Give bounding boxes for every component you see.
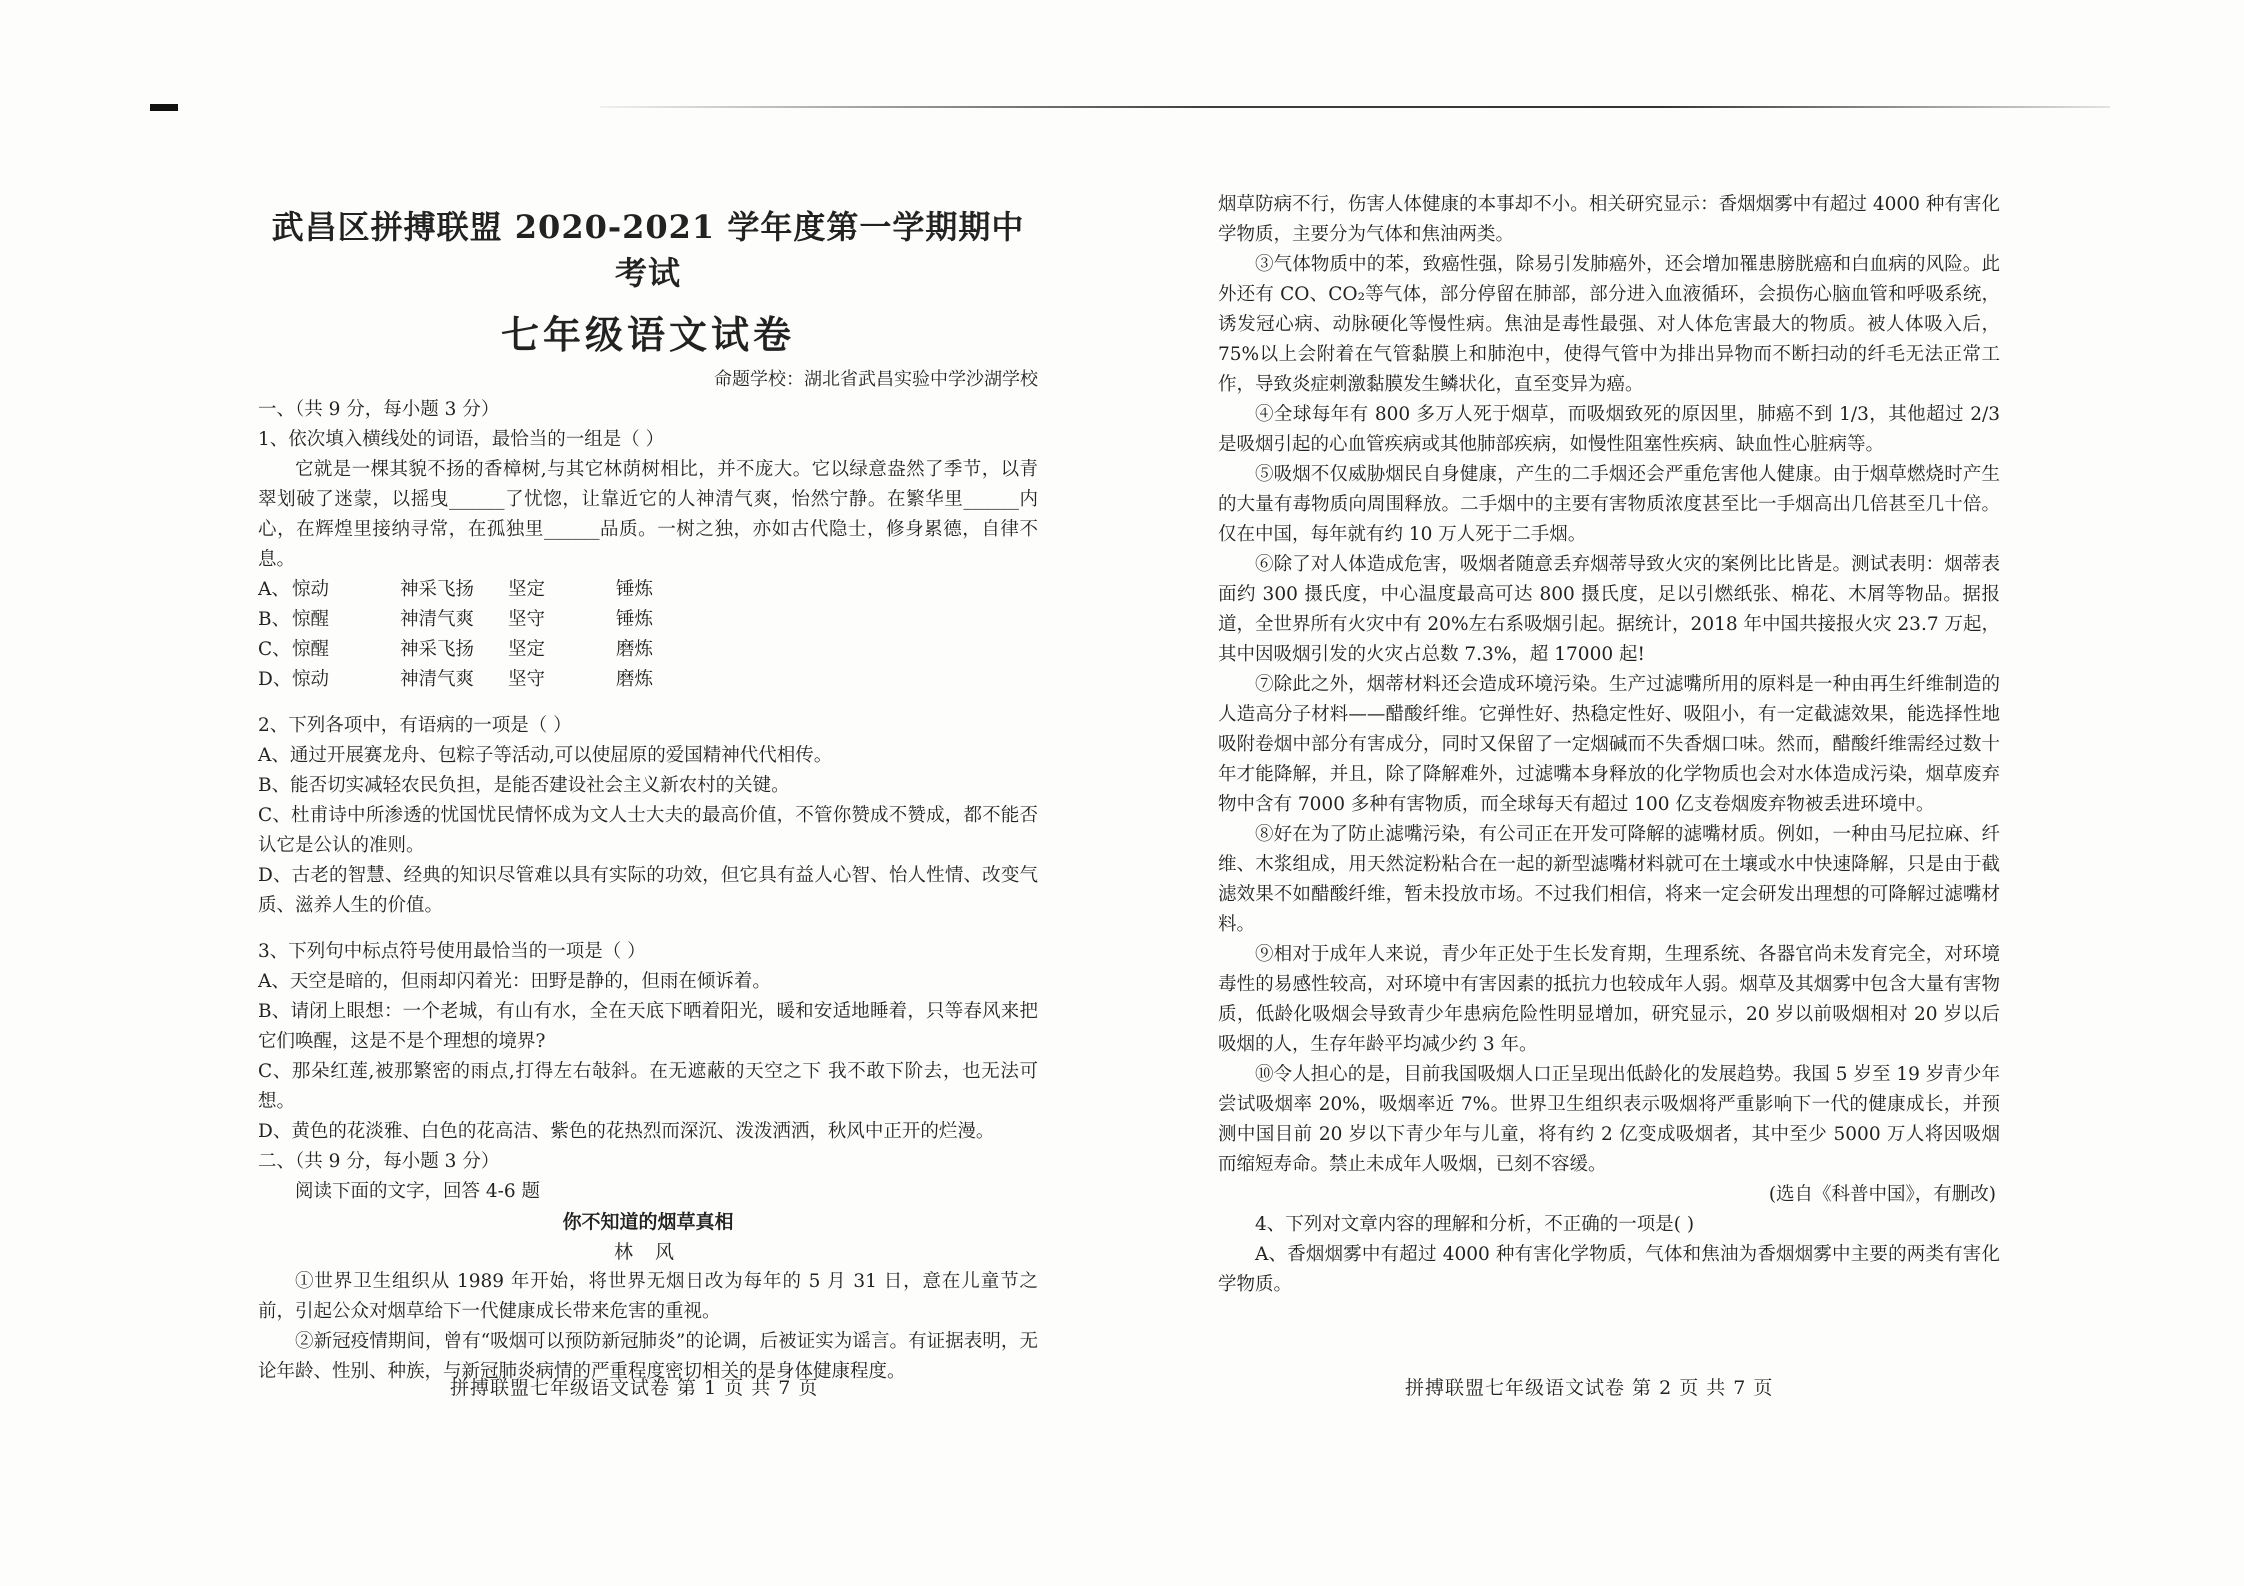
q3-option-a: A、天空是暗的，但雨却闪着光：田野是静的，但雨在倾诉着。	[258, 971, 771, 992]
q2-option-b: B、能否切实减轻农民负担，是能否建设社会主义新农村的关键。	[258, 775, 790, 796]
article-paragraph-4: ④全球每年有 800 多万人死于烟草，而吸烟致死的原因里，肺癌不到 1/3，其他超过 2/3 是吸烟引起的心血管疾病或其他肺部疾病，如慢性阻塞性疾病、缺血性心脏病等。	[1218, 404, 2000, 455]
option-word: 惊动	[292, 579, 330, 600]
option-word: 坚定	[508, 579, 546, 600]
q2-option-c: C、杜甫诗中所渗透的忧国忧民情怀成为文人士大夫的最高价值，不管你赞成不赞成，都不能否认它是公认的准则。	[258, 805, 1038, 856]
option-word: 神采飞扬	[400, 639, 475, 660]
article-paragraph-7: ⑦除此之外，烟蒂材料还会造成环境污染。生产过滤嘴所用的原料是一种由再生纤维制造的人造高分子材料——醋酸纤维。它弹性好、热稳定性好、吸阻小，有一定截滤效果，能选择性地吸附卷烟中部分有害成分，同时又保留了一定烟碱而不失香烟口味。然而，醋酸纤维需经过数十年才能降解，并且，除了降解难外，过滤嘴本身释放的化学物质也会对水体造成污染，烟草废弃物中含有 7000 多种有害物质，而全球每天有超过 100 亿支卷烟废弃物被丢进环境中。	[1218, 674, 2000, 815]
q3-stem: 3、下列句中标点符号使用最恰当的一项是（ ）	[258, 941, 646, 962]
header-rule	[600, 106, 2110, 108]
spacer	[258, 921, 1038, 937]
exam-title: 武昌区拼搏联盟 2020-2021 学年度第一学期期中考试	[271, 208, 1025, 292]
page-2	[1218, 190, 2000, 1300]
option-word: 锤炼	[616, 579, 654, 600]
q3-option-d: D、黄色的花淡雅、白色的花高洁、紫色的花热烈而深沉、泼泼洒洒，秋风中正开的烂漫。	[258, 1121, 995, 1142]
article-paragraph-3: ③气体物质中的苯，致癌性强，除易引发肺癌外，还会增加罹患膀胱癌和白血病的风险。此外还有 CO、CO₂等气体，部分停留在肺部，部分进入血液循环，会损伤心脑血管和呼吸系统，诱发冠心病、动脉硬化等慢性病。焦油是毒性最强、对人体危害最大的物质。被人体吸入后，75%以上会附着在气管黏膜上和肺泡中，使得气管中为排出异物而不断扫动的纤毛无法正常工作，导致炎症刺激黏膜发生鳞状化，直至变异为癌。	[1218, 254, 2000, 395]
option-word: 神清气爽	[400, 669, 475, 690]
scan-corner-mark	[150, 104, 178, 111]
option-word: 坚守	[508, 669, 546, 690]
q2-option-d: D、古老的智慧、经典的知识尽管难以具有实际的功效，但它具有益人心智、怡人性情、改变气质、滋养人生的价值。	[258, 865, 1038, 916]
option-word: 神采飞扬	[400, 579, 475, 600]
article-author: 林 风	[613, 1241, 683, 1263]
section-2-heading: 二、（共 9 分，每小题 3 分）	[258, 1151, 500, 1172]
page-1	[258, 190, 1038, 1387]
article-paragraph-10: ⑩令人担心的是，目前我国吸烟人口正呈现出低龄化的发展趋势。我国 5 岁至 19 岁青少年尝试吸烟率 20%，吸烟率近 7%。世界卫生组织表示吸烟将严重影响下一代的健康成长，并预测中国目前 20 岁以下青少年与儿童，将有约 2 亿变成吸烟者，其中至少 5000 万人将因吸烟而缩短寿命。禁止未成年人吸烟，已刻不容缓。	[1218, 1064, 2000, 1175]
option-word: 坚守	[508, 609, 546, 630]
option-word: 磨炼	[616, 639, 654, 660]
exam-subtitle: 七年级语文试卷	[500, 312, 795, 357]
reading-intro: 阅读下面的文字，回答 4-6 题	[295, 1181, 541, 1202]
q3-option-b: B、请闭上眼想：一个老城，有山有水，全在天底下晒着阳光，暖和安适地睡着，只等春风来把它们唤醒，这是不是个理想的境界?	[258, 1001, 1038, 1052]
article-paragraph-9: ⑨相对于成年人来说，青少年正处于生长发育期，生理系统、各器官尚未发育完全，对环境毒性的易感性较高，对环境中有害因素的抵抗力也较成年人弱。烟草及其烟雾中包含大量有害物质，低龄化吸烟会导致青少年患病危险性明显增加，研究显示，20 岁以前吸烟相对 20 岁以后吸烟的人，生存年龄平均减少约 3 年。	[1218, 944, 2000, 1055]
q4-option-a: A、香烟烟雾中有超过 4000 种有害化学物质，气体和焦油为香烟烟雾中主要的两类有害化学物质。	[1218, 1244, 2000, 1295]
q1-option-b	[258, 605, 1038, 635]
q1-passage: 它就是一棵其貌不扬的香樟树,与其它林荫树相比，并不庞大。它以绿意盎然了季节，以青翠划破了迷蒙，以摇曳______了忧惚，让靠近它的人神清气爽，怡然宁静。在繁华里______内心，在辉煌里接纳寻常，在孤独里______品质。一树之独，亦如古代隐士，修身累德，自律不息。	[258, 459, 1038, 570]
option-word: 神清气爽	[400, 609, 475, 630]
q3-option-c: C、那朵红莲,被那繁密的雨点,打得左右敧斜。在无遮蔽的天空之下 我不敢下阶去，也无法可想。	[258, 1061, 1038, 1112]
option-word: 惊醒	[292, 609, 330, 630]
q1-option-c	[258, 635, 1038, 665]
q1-stem: 1、依次填入横线处的词语，最恰当的一组是（ ）	[258, 429, 665, 450]
q1-option-a	[258, 575, 1038, 605]
q2-stem: 2、下列各项中，有语病的一项是（ ）	[258, 715, 572, 736]
article-paragraph-1: ①世界卫生组织从 1989 年开始，将世界无烟日改为每年的 5 月 31 日，意在儿童节之前，引起公众对烟草给下一代健康成长带来危害的重视。	[258, 1271, 1038, 1322]
article-paragraph-6: ⑥除了对人体造成危害，吸烟者随意丢弃烟蒂导致火灾的案例比比皆是。测试表明：烟蒂表面约 300 摄氏度，中心温度最高可达 800 摄氏度，足以引燃纸张、棉花、木屑等物品。据报道，全世界所有火灾中有 20%左右系吸烟引起。据统计，2018 年中国共接报火灾 23.7 万起，其中因吸烟引发的火灾占总数 7.3%，超 17000 起!	[1218, 554, 2000, 665]
option-word: 磨炼	[616, 669, 654, 690]
option-label: A、	[258, 579, 290, 600]
article-paragraph-5: ⑤吸烟不仅威胁烟民自身健康，产生的二手烟还会严重危害他人健康。由于烟草燃烧时产生的大量有毒物质向周围释放。二手烟中的主要有害物质浓度甚至比一手烟高出几倍甚至几十倍。仅在中国，每年就有约 10 万人死于二手烟。	[1218, 464, 2000, 545]
page-2-footer: 拼搏联盟七年级语文试卷 第 2 页 共 7 页	[1405, 1377, 1774, 1399]
article-source: (选自《科普中国》，有删改)	[1768, 1184, 1996, 1205]
q1-option-d	[258, 665, 1038, 695]
option-word: 惊醒	[292, 639, 330, 660]
school-line: 命题学校：湖北省武昌实验中学沙湖学校	[714, 369, 1038, 390]
article-paragraph-2: ②新冠疫情期间，曾有“吸烟可以预防新冠肺炎”的论调，后被证实为谣言。有证据表明，无论年龄、性别、种族，与新冠肺炎病情的严重程度密切相关的是身体健康程度。	[258, 1331, 1038, 1382]
option-label: D、	[258, 669, 292, 690]
q2-option-a: A、通过开展赛龙舟、包粽子等活动,可以使屈原的爱国精神代代相传。	[258, 745, 833, 766]
article-paragraph-2-continued: 烟草防病不行，伤害人体健康的本事却不小。相关研究显示：香烟烟雾中有超过 4000 种有害化学物质，主要分为气体和焦油两类。	[1218, 194, 2000, 245]
option-label: C、	[258, 639, 291, 660]
q4-stem: 4、下列对文章内容的理解和分析，不正确的一项是( )	[1255, 1214, 1695, 1235]
option-word: 坚定	[508, 639, 546, 660]
spacer	[258, 695, 1038, 711]
option-label: B、	[258, 609, 291, 630]
page-1-footer: 拼搏联盟七年级语文试卷 第 1 页 共 7 页	[450, 1377, 819, 1399]
option-word: 锤炼	[616, 609, 654, 630]
article-title: 你不知道的烟草真相	[562, 1211, 734, 1233]
article-paragraph-8: ⑧好在为了防止滤嘴污染，有公司正在开发可降解的滤嘴材质。例如，一种由马尼拉麻、纤维、木浆组成，用天然淀粉粘合在一起的新型滤嘴材料就可在土壤或水中快速降解，只是由于截滤效果不如醋酸纤维，暂未投放市场。不过我们相信，将来一定会研发出理想的可降解过滤嘴材料。	[1218, 824, 2000, 935]
option-word: 惊动	[292, 669, 330, 690]
section-1-heading: 一、（共 9 分，每小题 3 分）	[258, 399, 500, 420]
